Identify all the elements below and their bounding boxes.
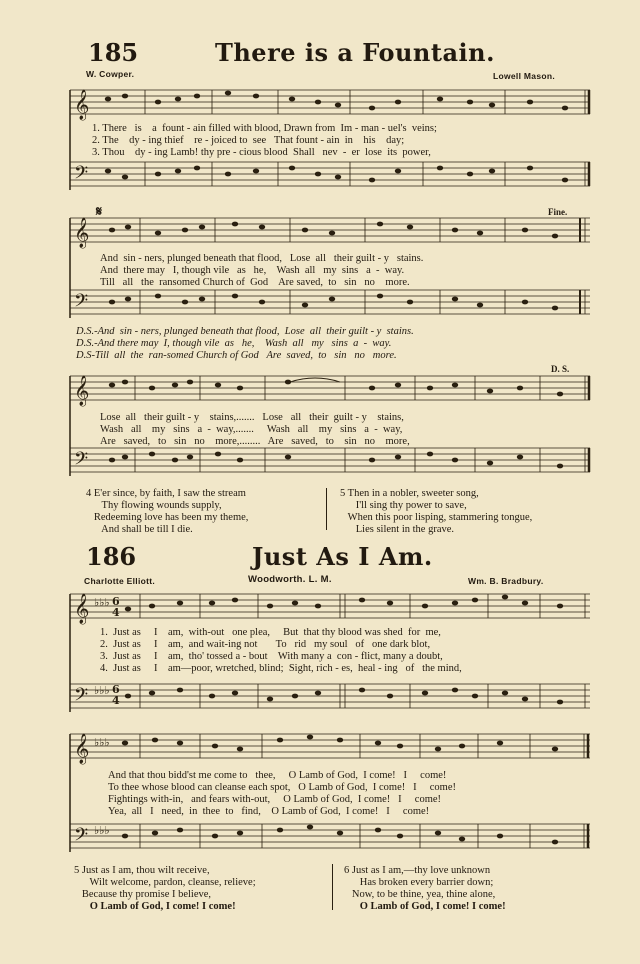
lyric-line: D.S.-And there may I, though vile as he, Wash all my sins a - way. [76, 338, 392, 349]
svg-text:𝄞: 𝄞 [74, 376, 90, 406]
fine-mark: Fine. [548, 207, 568, 217]
hymn-185-system-3-lyrics [100, 412, 410, 448]
svg-text:♭♭♭: ♭♭♭ [94, 824, 110, 837]
lyric-line: And sin - ners, plunged beneath that flood, Lose all their guilt - y stains. [100, 253, 424, 264]
verse-line: O Lamb of God, I come! I come! [344, 901, 506, 912]
verse-line: 5 Just as I am, thou wilt receive, [74, 865, 210, 876]
svg-text:♭♭♭: ♭♭♭ [94, 736, 110, 749]
verse-line: O Lamb of God, I come! I come! [74, 901, 236, 912]
svg-text:6: 6 [112, 595, 120, 608]
column-divider [326, 488, 327, 530]
verse-line: 6 Just as I am,—thy love unknown [344, 865, 491, 876]
lyric-line: 1. There is a fount - ain filled with blood, Drawn from Im - man - uel's veins; [92, 123, 437, 134]
lyric-line: Are saved, to sin no more,........ Are saved, to sin no more, [100, 436, 410, 447]
lyric-line: Yea, all I need, in thee to find, O Lamb of God, I come! I come! [108, 806, 430, 817]
verse-line: Thy flowing wounds supply, [86, 500, 222, 511]
hymn-186-author: Charlotte Elliott. [84, 576, 156, 586]
column-divider [332, 864, 333, 910]
verse-line: Because thy promise I believe, [74, 889, 212, 900]
lyric-line: Wash all my sins a - way,....... Wash all my sins a - way, [100, 424, 403, 435]
segno-mark: 𝄋 [96, 205, 103, 220]
hymn-185-author: W. Cowper. [86, 69, 135, 79]
svg-text:♭♭♭: ♭♭♭ [94, 596, 110, 609]
verse-line: When this poor lisping, stammering tongue, [340, 512, 533, 523]
lyric-line: To thee whose blood can cleanse each spot, O Lamb of God, I come! I come! [108, 782, 456, 793]
verse-line: Lies silent in the grave. [340, 524, 455, 535]
hymn-186-title: Just As I Am. [252, 542, 433, 571]
verse-line: Wilt welcome, pardon, cleanse, relieve; [74, 877, 256, 888]
svg-text:𝄞: 𝄞 [74, 734, 90, 764]
verse-line: 4 E'er since, by faith, I saw the stream [86, 488, 246, 499]
svg-text:𝄢: 𝄢 [74, 825, 89, 850]
hymn-186-verse-6 [344, 865, 506, 913]
svg-text:𝄞: 𝄞 [74, 218, 90, 248]
svg-text:4: 4 [112, 694, 120, 707]
hymn-186-tune: Woodworth. L. M. [248, 574, 332, 585]
ds-mark: D. S. [551, 364, 570, 374]
lyric-line: 1. Just as I am, with-out one plea, But that thy blood was shed for me, [100, 627, 441, 638]
svg-text:4: 4 [112, 606, 120, 619]
hymn-186-composer: Wm. B. Bradbury. [468, 576, 544, 586]
lyric-line: Till all the ransomed Church of God Are saved, to sin no more. [100, 277, 410, 288]
lyric-line: 3. Just as I am, tho' tossed a - bout With many a con - flict, many a doubt, [100, 651, 443, 662]
lyric-line: D.S-Till all the ran-somed Church of God Are saved, to sin no more. [76, 350, 397, 361]
lyric-line: D.S.-And sin - ners, plunged beneath that flood, Lose all their guilt - y stains. [76, 326, 414, 337]
lyric-line: 2. Just as I am, and wait-ing not To rid my soul of one dark blot, [100, 639, 431, 650]
lyric-line: And that thou bidd'st me come to thee, O Lamb of God, I come! I come! [108, 770, 447, 781]
hymn-186-system-2-lyrics [108, 770, 456, 818]
hymn-186-verse-5 [74, 865, 256, 913]
hymn-185-system-1-lyrics [92, 123, 437, 159]
svg-text:♭♭♭: ♭♭♭ [94, 684, 110, 697]
svg-text:𝄢: 𝄢 [74, 449, 89, 474]
verse-line: Has broken every barrier down; [344, 877, 494, 888]
hymn-185-number: 185 [88, 38, 139, 67]
svg-text:𝄢: 𝄢 [74, 163, 89, 188]
verse-line: Redeeming love has been my theme, [86, 512, 249, 523]
lyric-line: Fightings with-in, and fears with-out, O Lamb of God, I come! I come! [108, 794, 442, 805]
verse-line: I'll sing thy power to save, [340, 500, 467, 511]
lyric-line: And there may I, though vile as he, Wash all my sins a - way. [100, 265, 405, 276]
svg-text:𝄞: 𝄞 [74, 594, 90, 624]
hymn-186-system-1-lyrics [100, 627, 462, 675]
lyric-line: 2. The dy - ing thief re - joiced to see That fount - ain in his day; [92, 135, 405, 146]
lyric-line: 3. Thou dy - ing Lamb! thy pre - cious blood Shall nev - er lose its power, [92, 147, 431, 158]
hymn-185-composer: Lowell Mason. [493, 71, 555, 81]
svg-text:𝄢: 𝄢 [74, 291, 89, 316]
verse-line: Now, to be thine, yea, thine alone, [344, 889, 496, 900]
hymn-185-system-2-lyrics [100, 253, 423, 289]
hymn-185-verse-5 [340, 488, 532, 536]
hymn-185-ds-lyrics [76, 326, 414, 362]
svg-text:6: 6 [112, 683, 120, 696]
hymn-186-number: 186 [86, 542, 137, 571]
svg-text:𝄞: 𝄞 [74, 90, 90, 120]
verse-line: And shall be till I die. [86, 524, 193, 535]
svg-text:𝄢: 𝄢 [74, 685, 89, 710]
lyric-line: 4. Just as I am—poor, wretched, blind; Sight, rich - es, heal - ing of the mind, [100, 663, 462, 674]
lyric-line: Lose all their guilt - y stains,....... Lose all their guilt - y stains, [100, 412, 404, 423]
hymn-185-verse-4 [86, 488, 248, 536]
verse-line: 5 Then in a nobler, sweeter song, [340, 488, 479, 499]
hymn-185-title: There is a Fountain. [215, 38, 495, 67]
